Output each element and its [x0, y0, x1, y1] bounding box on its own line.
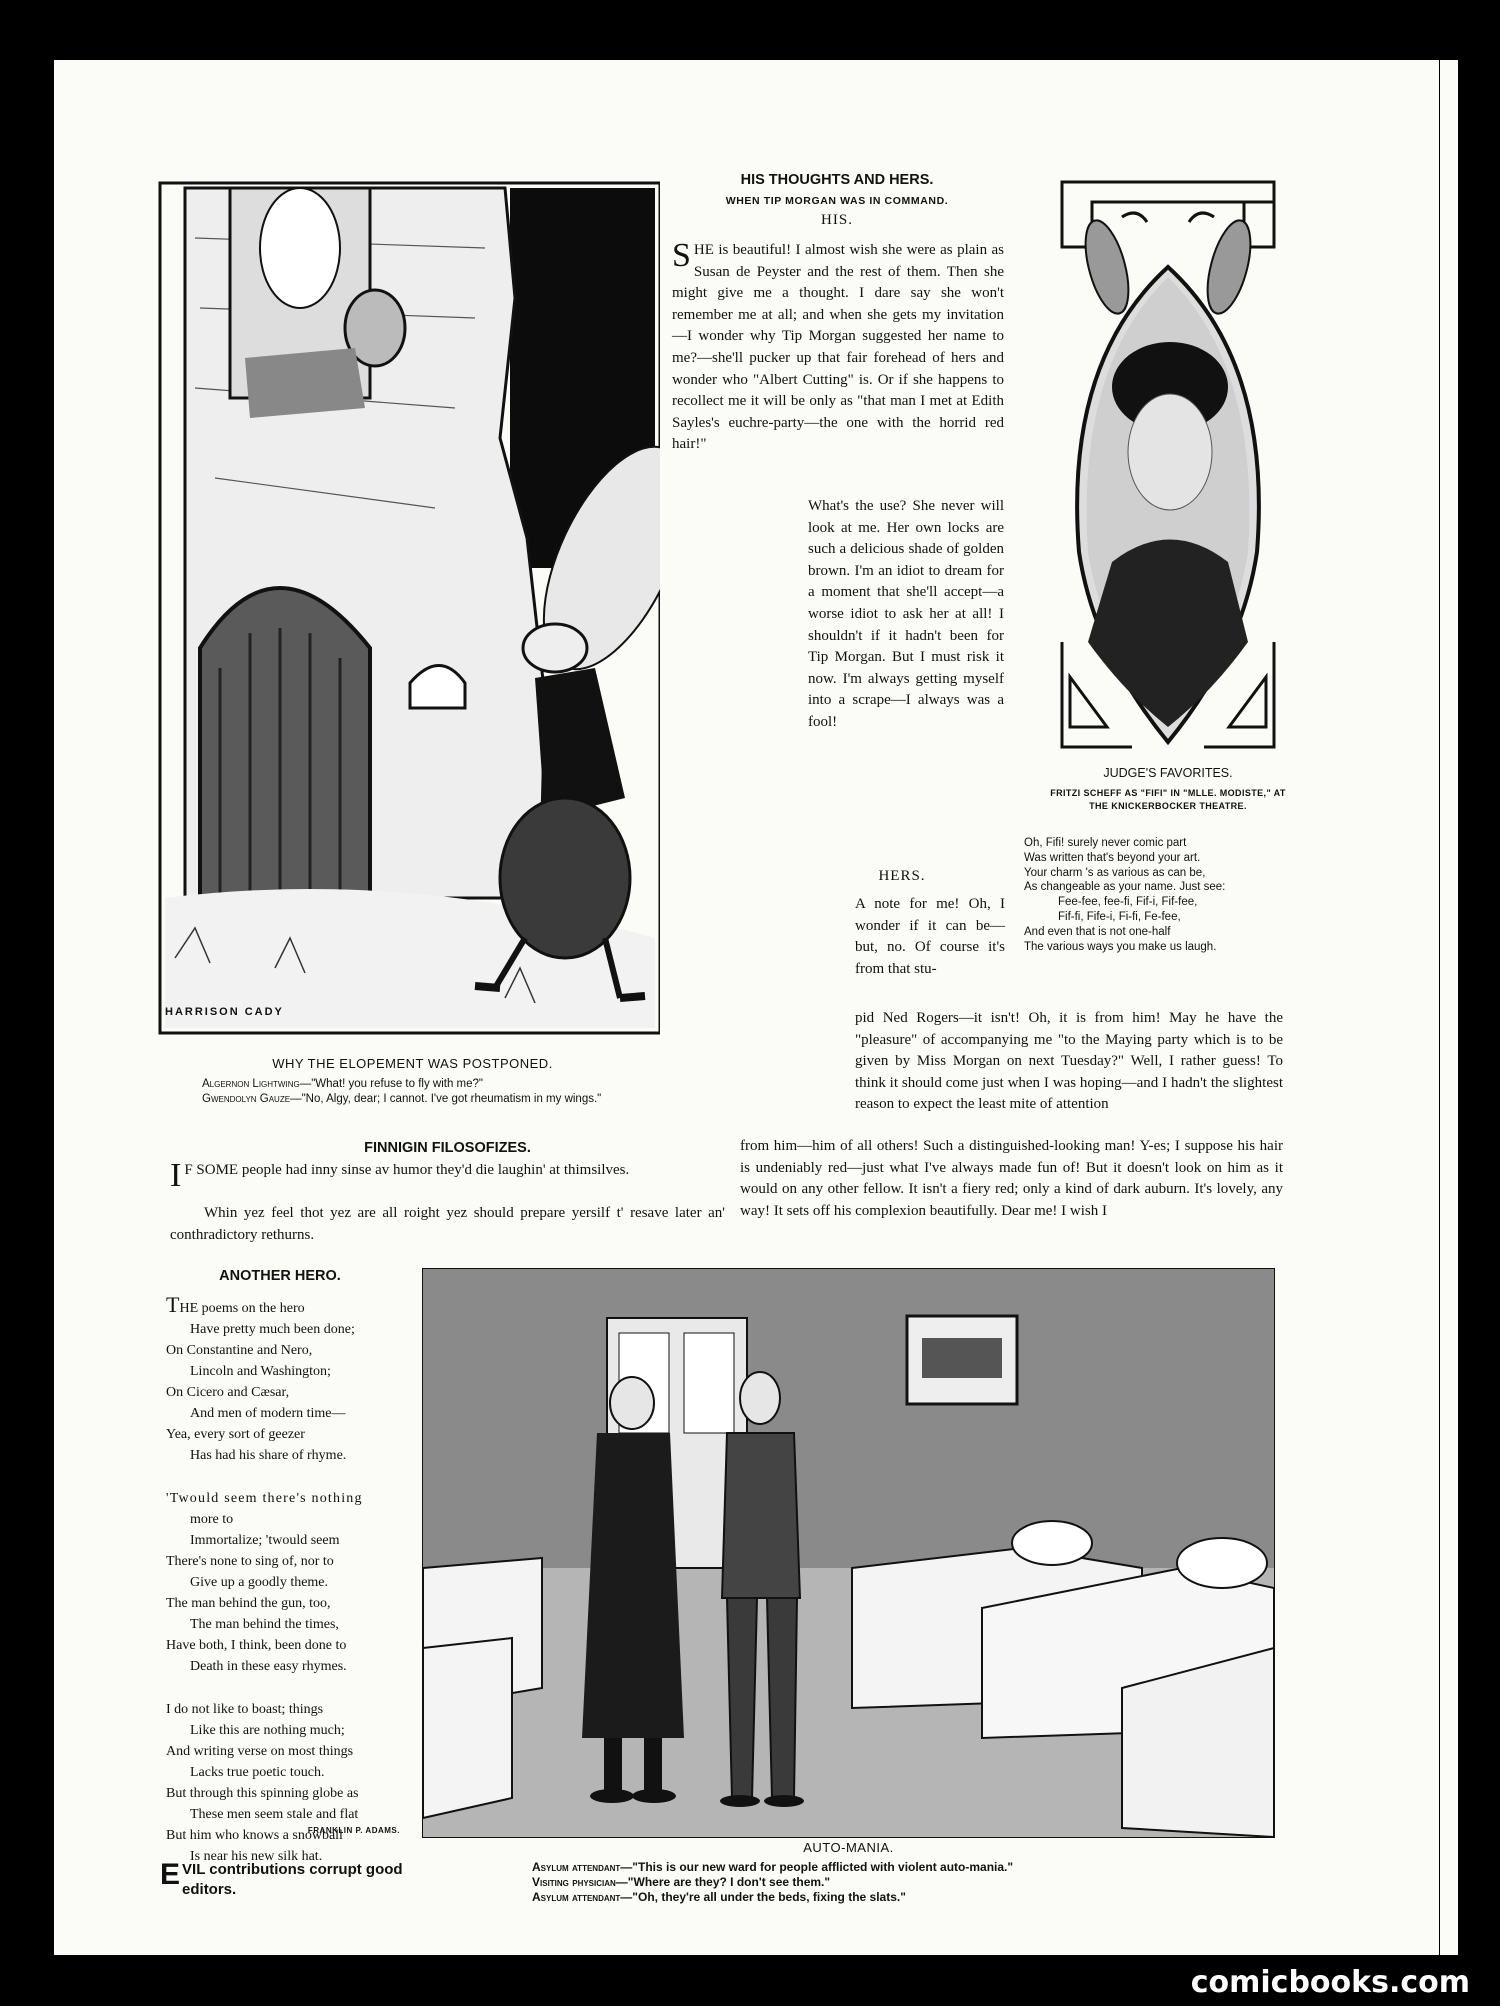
poem-line: Yea, every sort of geezer: [166, 1427, 305, 1442]
automania-caption: [532, 1860, 1252, 1905]
poem-line: Your charm 's as various as can be,: [1024, 866, 1206, 879]
finnigin-text: F SOME people had inny sinse av humor they'd die laughin' at thimsilves.: [184, 1162, 630, 1178]
poem-line: more to: [190, 1512, 234, 1527]
speaker-name: Visiting physician: [532, 1875, 616, 1889]
poem-line: Fee-fee, fee-fi, Fif-i, Fif-fee,: [1058, 896, 1198, 909]
poem-line: And even that is not one-half: [1024, 925, 1171, 938]
poem-line: Like this are nothing much;: [190, 1723, 345, 1738]
speaker-name: Asylum attendant: [532, 1890, 621, 1904]
dialogue-line: —"Oh, they're all under the beds, fixing the slats.": [620, 1890, 906, 1904]
poem-line: Have both, I think, been done to: [166, 1638, 347, 1653]
poem-line: As changeable as your name. Just see:: [1024, 881, 1226, 894]
quip-text: VIL contributions corrupt good editors.: [182, 1861, 403, 1898]
poem-line: The man behind the gun, too,: [166, 1596, 331, 1611]
favorites-subtitle: FRITZI SCHEFF AS "FIFI" IN "MLLE. MODISTE," AT THE KNICKERBOCKER THEATRE.: [1050, 788, 1286, 811]
elopement-caption-dialogue: [202, 1077, 842, 1107]
his-paragraph-continued: What's the use? She never will look at me. Her own locks are such a delicious shade of golden brown. I'm an idiot to dream for a moment that she'll accept—a worse idiot to ask her at all! I shouldn't if it hadn't been for Tip Morgan. But I must risk it now. I'm always getting myself into a scrape—I always was a fool!: [808, 498, 1004, 730]
evil-quip: [160, 1860, 405, 1900]
poem-line: Fif-fi, Fife-i, Fi-fi, Fe-fee,: [1058, 910, 1181, 923]
finnigin-paragraph: [170, 1157, 725, 1194]
poem-line: I do not like to boast; things: [166, 1702, 324, 1717]
poem-line: The various ways you make us laugh.: [1024, 940, 1217, 953]
dialogue-line: —"No, Algy, dear; I cannot. I've got rheumatism in my wings.": [290, 1093, 602, 1105]
hero-author: FRANKLIN P. ADAMS.: [307, 1826, 400, 1835]
poem-line: Lacks true poetic touch.: [190, 1765, 325, 1780]
next-page-edge: [1440, 60, 1458, 1955]
drop-cap: E: [160, 1858, 181, 1891]
portrait-frame: [1052, 172, 1284, 754]
elopement-illustration: [155, 178, 660, 1038]
dialogue-line: —"This is our new ward for people afflicted with violent auto-mania.": [620, 1860, 1014, 1874]
speaker-name: Algernon Lightwing: [202, 1078, 300, 1090]
elopement-caption-title: WHY THE ELOPEMENT WAS POSTPONED.: [272, 1056, 553, 1071]
poem-line: And writing verse on most things: [166, 1744, 354, 1759]
poem-line: Was written that's beyond your art.: [1024, 851, 1201, 864]
poem-line: Has had his share of rhyme.: [190, 1448, 347, 1463]
dialogue-line: —"What! you refuse to fly with me?": [299, 1078, 484, 1090]
poem-line: These men seem stale and flat: [190, 1807, 359, 1822]
automania-title: AUTO-MANIA.: [803, 1840, 894, 1855]
poem-line: On Constantine and Nero,: [166, 1343, 313, 1358]
poem-line: But him who knows a snowball: [166, 1828, 343, 1843]
poem-line: And men of modern time—: [190, 1406, 346, 1421]
hers-paragraph-narrow: A note for me! Oh, I wonder if it can be—but, no. Of course it's from that stu-: [855, 896, 1005, 977]
article-subtitle: WHEN TIP MORGAN WAS IN COMMAND.: [725, 195, 949, 207]
poem-line: But through this spinning globe as: [166, 1786, 359, 1801]
poem-line: Death in these easy rhymes.: [190, 1659, 347, 1674]
speaker-name: Asylum attendant: [532, 1860, 621, 1874]
poem-line: The man behind the times,: [190, 1617, 339, 1632]
poem-line: On Cicero and Cæsar,: [166, 1385, 290, 1400]
drop-cap: I: [170, 1157, 182, 1194]
section-heading-hers: HERS.: [878, 868, 926, 884]
drop-cap: S: [672, 237, 691, 274]
poem-line: Have pretty much been done;: [190, 1322, 355, 1337]
drop-cap: T: [166, 1292, 180, 1317]
finnigin-paragraph-2: Whin yez feel thot yez are all roight yez should prepare yersilf t' resave later an' conthradictory rethurns.: [170, 1205, 725, 1243]
artist-signature: HARRISON CADY: [165, 1006, 284, 1018]
poem-line: Give up a goodly theme.: [190, 1575, 329, 1590]
hers-paragraph-wide: pid Ned Rogers—it isn't! Oh, it is from him! May he have the "pleasure" of accompanying me "to the Maying party which is to be given by Miss Morgan on next Tuesday?" Well, I rather guess! To think it should come just when I was hoping—and I hadn't the slightest reason to expect the least mite of attention: [855, 1010, 1283, 1113]
section-heading-his: HIS.: [821, 212, 853, 228]
poem-line: Is near his new silk hat.: [190, 1849, 323, 1864]
hero-poem: [166, 1294, 406, 1867]
poem-line: 'Twould seem there's nothing: [166, 1491, 363, 1506]
dialogue-line: —"Where are they? I don't see them.": [615, 1875, 831, 1889]
poem-line: HE poems on the hero: [179, 1301, 305, 1316]
poem-line: Oh, Fifi! surely never comic part: [1024, 837, 1187, 849]
automania-illustration: [422, 1268, 1275, 1838]
poem-line: Lincoln and Washington;: [190, 1364, 331, 1379]
poem-line: There's none to sing of, nor to: [166, 1554, 334, 1569]
poem-line: Immortalize; 'twould seem: [190, 1533, 340, 1548]
favorites-poem: [1024, 836, 1286, 954]
his-paragraph: [672, 237, 1004, 456]
article-title: HIS THOUGHTS AND HERS.: [740, 172, 934, 188]
hers-paragraph-full: from him—him of all others! Such a distinguished-looking man! Y-es; I suppose his hair is undeniably red—just what I've always made fun of! But it doesn't look on him as it would on any other fellow. It isn't a fiery red; only a kind of dark auburn. It's lovely, any way! It sets off his complexion beautifully. Dear me! I wish I: [740, 1138, 1283, 1219]
finnigin-title: FINNIGIN FILOSOFIZES.: [364, 1140, 531, 1156]
hero-title: ANOTHER HERO.: [219, 1268, 341, 1284]
site-watermark: comicbooks.com: [1190, 1965, 1470, 2000]
his-text: HE is beautiful! I almost wish she were as plain as Susan de Peyster and the rest of them. Then she might give me a thought. I dare say she won't remember me at all; and when she gets my invitation—I wonder why Tip Morgan suggested her name to me?—she'll pucker up that fair forehead of hers and wonder who "Albert Cutting" is. Or if she happens to recollect me it will be only as "that man I met at Edith Sayles's euchre-party—the one with the horrid red hair!": [672, 242, 1004, 453]
speaker-name: Gwendolyn Gauze: [202, 1093, 291, 1105]
favorites-title: JUDGE'S FAVORITES.: [1103, 766, 1233, 780]
